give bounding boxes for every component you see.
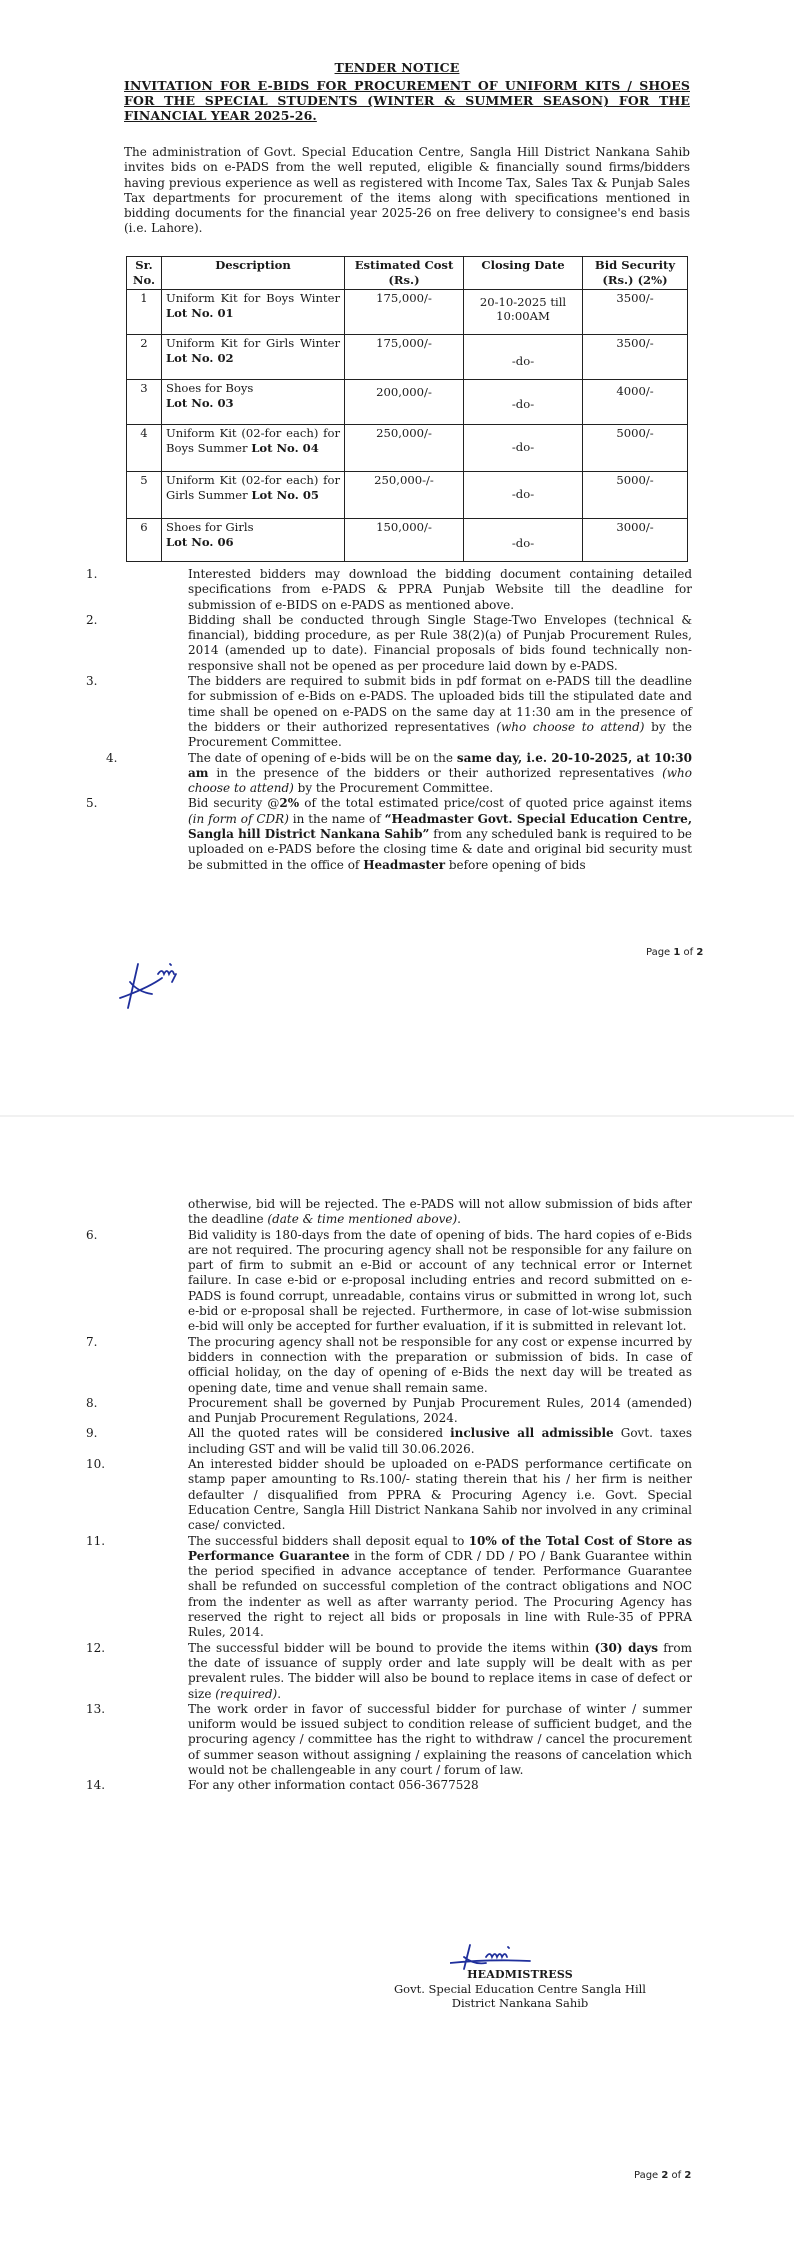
table-row <box>127 290 688 335</box>
notice-heading: TENDER NOTICE <box>334 60 460 75</box>
closing-date: -do- <box>511 440 535 454</box>
clause-number: 12. <box>86 1640 106 1655</box>
page-of: of <box>680 947 697 958</box>
page-total: 2 <box>684 2170 692 2181</box>
cell-description <box>162 519 345 562</box>
notice-subject: INVITATION FOR E-BIDS FOR PROCUREMENT OF UNIFORM KITS / SHOES FOR THE SPECIAL STUDENTS (WINTER & SUMMER SEASON) FOR THE FINANCIAL YEAR 2025-26. <box>124 78 690 123</box>
clause-text: otherwise, bid will be rejected. The e-PADS will not allow submission of bids after the deadline <box>188 1197 692 1227</box>
clause-text: The work order in favor of successful bidder for purchase of winter / summer uniform would be issued subject to condition release of sufficient budget, and the procuring agency / committee has the right to withdraw / cancel the procurement of summer season without assigning / explaining the reasons of cancelation which would not be challengeable in any court / forum of law. <box>188 1701 692 1777</box>
lot-number: Lot No. 05 <box>251 488 319 502</box>
page-current: 1 <box>673 947 681 958</box>
clause-7 <box>86 1334 692 1396</box>
item-desc: Uniform Kit (02-for each) for Boys Summer <box>166 426 340 455</box>
cell-closing <box>464 519 583 562</box>
clause-text: The bidders are required to submit bids in pdf format on e-PADS till the deadline for submission of e-Bids on e-PADS. The uploaded bids till the stipulated date and time shall be opened on e-PADS on the same day at 11:30 am in the presence of the bidders or their authorized representatives <box>188 674 692 734</box>
clause-text: Bid security @ <box>188 796 280 811</box>
clause-text: Bid validity is 180-days from the date of opening of bids. The hard copies of e-Bids are not required. The procuring agency shall not be responsible for any failure on part of firm to submit an e-Bid or account of any technical error or Internet failure. In case e-bid or e-proposal including entries and record submitted on e-PADS is found corrupt, unreadable, contains virus or submitted in wrong lot, such e-bid or e-proposal shall be rejected. Furthermore, in case of lot-wise submission e-bid will only be accepted for further evaluation, if it is submitted in relevant lot. <box>188 1227 692 1334</box>
clause-text-bold: (30) days <box>594 1640 658 1655</box>
clause-2 <box>86 612 692 674</box>
clause-text-bold: same day, i.e. 20-10-2025, at 10:30 am <box>188 750 692 780</box>
clause-text: in the form of CDR / DD / PO / Bank Guarantee within the period specified in advance acceptance of tender. Performance Guarantee shall be refunded on successful completion of the contract obligations and NOC from the indenter as well as after warranty period. The Procuring Agency has reserved the right to reject all bids or proposals in line with Rule-35 of PPRA Rules, 2014. <box>188 1548 692 1640</box>
cell-closing <box>464 335 583 380</box>
table-row <box>127 519 688 562</box>
cell-description <box>162 472 345 519</box>
table-row <box>127 335 688 380</box>
page-separator <box>0 1115 794 1117</box>
clause-text: from any scheduled bank is required to be uploaded on e-PADS before the closing time & date and original bid security must be submitted in the office of <box>188 827 692 872</box>
page-label: Page <box>634 2170 662 2181</box>
clause-text: . <box>277 1686 282 1701</box>
clause-1 <box>86 567 692 613</box>
signature-icon <box>118 958 208 1014</box>
table-header-row <box>127 257 688 290</box>
clause-text: in the presence of the bidders or their authorized representatives <box>208 765 663 780</box>
clause-10 <box>86 1457 692 1533</box>
clause-text-italic: (who choose to attend) <box>496 719 645 734</box>
header-description: Description <box>162 257 345 290</box>
clause-text: Govt. taxes including GST and will be valid till 30.06.2026. <box>188 1426 693 1456</box>
clause-text: from the date of issuance of supply order and late supply will be dealt with as per prevalent rules. The bidder will also be bound to replace items in case of defect or size <box>188 1640 692 1701</box>
cell-cost: 150,000/- <box>345 519 464 562</box>
clause-text: The procuring agency shall not be responsible for any cost or expense incurred by bidders in connection with the preparation or submission of bids. In case of official holiday, on the day of opening of e-Bids the next day will be treated as opening date, time and venue shall remain same. <box>188 1334 692 1395</box>
clause-number: 6. <box>86 1227 98 1242</box>
clause-text: Bidding shall be conducted through Single Stage-Two Envelopes (technical & financial), bidding procedure, as per Rule 38(2)(a) of Punjab Procurement Rules, 2014 (amended up to date). Financial proposals of bids found technically non-responsive shall not be opened as per procedure laid down by e-PADS. <box>188 612 692 673</box>
cell-security: 5000/- <box>583 472 688 519</box>
clause-text-italic: (required) <box>215 1686 278 1701</box>
cell-closing <box>464 290 583 335</box>
item-desc: Uniform Kit for Girls Winter <box>166 336 340 350</box>
item-desc: Uniform Kit (02-for each) for Girls Summer <box>166 473 340 502</box>
cell-description <box>162 290 345 335</box>
clauses-list-page-2 <box>86 1197 693 1794</box>
item-desc: Uniform Kit for Boys Winter <box>166 291 340 305</box>
cell-sr: 2 <box>127 335 162 380</box>
clause-number: 1. <box>86 567 98 581</box>
clause-number: 5. <box>86 796 98 811</box>
clause-text-bold: “Headmaster Govt. Special Education Centre, Sangla hill District Nankana Sahib” <box>188 811 692 842</box>
clause-text: Procurement shall be governed by Punjab Procurement Rules, 2014 (amended) and Punjab Procurement Regulations, 2024. <box>188 1395 692 1426</box>
lot-number: Lot No. 04 <box>251 441 319 455</box>
page-of: of <box>668 2170 685 2181</box>
clause-number: 13. <box>86 1701 106 1716</box>
lot-number: Lot No. 01 <box>166 306 234 320</box>
clause-text-italic: (in form of CDR) <box>188 811 289 826</box>
clause-text-bold: 2% <box>279 796 300 811</box>
clause-text: Interested bidders may download the bidding document containing detailed specifications from e-PADS & PPRA Punjab Website till the deadline for submission of e-BIDS on e-PADS as mentioned above. <box>188 567 692 612</box>
cell-closing <box>464 425 583 472</box>
cell-closing <box>464 472 583 519</box>
clause-text: For any other information contact 056-3677528 <box>188 1778 479 1793</box>
clause-number: 11. <box>86 1533 106 1548</box>
cell-sr: 6 <box>127 519 162 562</box>
clause-text: The date of opening of e-bids will be on the <box>188 750 457 765</box>
item-desc: Shoes for Boys <box>166 381 254 395</box>
clause-number: 7. <box>86 1334 98 1349</box>
clause-8 <box>86 1395 692 1427</box>
clause-text-bold: Headmaster <box>363 857 446 872</box>
clause-text: by the Procurement Committee. <box>293 781 494 796</box>
clause-5-continued <box>126 1197 692 1228</box>
cell-description <box>162 380 345 425</box>
cell-security <box>583 380 688 425</box>
table-row <box>127 380 688 425</box>
lot-number: Lot No. 02 <box>166 351 234 365</box>
cell-cost: 250,000-/- <box>345 472 464 519</box>
page-current: 2 <box>661 2170 669 2181</box>
cell-security: 3500/- <box>583 335 688 380</box>
clause-text: An interested bidder should be uploaded on e-PADS performance certificate on stamp paper amounting to Rs.100/- stating therein that his / her firm is neither defaulter / disqualified from PPRA & Procuring Agency i.e. Govt. Special Education Centre, Sangla Hill District Nankana Sahib nor involved in any criminal case/ convicted. <box>188 1457 692 1533</box>
cell-sr: 5 <box>127 472 162 519</box>
clause-14 <box>86 1778 692 1793</box>
clause-text-italic: (date & time mentioned above) <box>267 1212 458 1227</box>
clause-text-italic: (who choose to attend) <box>188 765 692 796</box>
clause-text-bold: inclusive all admissible <box>450 1426 614 1441</box>
clause-text: by the Procurement Committee. <box>188 719 692 750</box>
clause-number: 8. <box>86 1395 98 1410</box>
signatory-title: HEADMISTRESS <box>467 1968 573 1981</box>
closing-date: -do- <box>511 354 535 368</box>
header-closing-date: Closing Date <box>464 257 583 290</box>
cell-sr: 1 <box>127 290 162 335</box>
clause-6 <box>86 1227 692 1335</box>
cell-security: 5000/- <box>583 425 688 472</box>
clause-3 <box>86 674 692 750</box>
clause-number: 4. <box>106 750 118 765</box>
header-bid-security: Bid Security (Rs.) (2%) <box>583 257 688 290</box>
cell-description <box>162 335 345 380</box>
signatory-office: Govt. Special Education Centre Sangla Hill <box>394 1982 646 1996</box>
document-page-1 <box>0 0 794 1100</box>
table-row <box>127 425 688 472</box>
cell-closing <box>464 380 583 425</box>
page-label: Page <box>646 947 674 958</box>
cell-cost <box>345 380 464 425</box>
clause-text: The successful bidders shall deposit equal to <box>188 1533 469 1548</box>
signatory-district: District Nankana Sahib <box>451 1996 589 2010</box>
lot-number: Lot No. 06 <box>166 535 234 549</box>
clause-11 <box>86 1533 692 1641</box>
clause-text: in the name of <box>288 811 385 826</box>
intro-paragraph: The administration of Govt. Special Education Centre, Sangla Hill District Nankana Sahib invites bids on e-PADS from the well reputed, eligible & financially sound firms/bidders having previous experience as well as registered with Income Tax, Sales Tax & Punjab Sales Tax departments for procurement of the items along with specifications mentioned in bidding documents for the financial year 2025-26 on free delivery to consignee's end basis (i.e. Lahore). <box>124 145 690 236</box>
closing-date: -do- <box>511 487 535 501</box>
signatory-block <box>380 1968 660 2010</box>
table-row <box>127 472 688 519</box>
header-sr-no: Sr. No. <box>127 257 162 290</box>
lot-number: Lot No. 03 <box>166 396 234 410</box>
items-table <box>126 256 688 562</box>
clause-text: . <box>457 1212 461 1227</box>
cell-security: 3000/- <box>583 519 688 562</box>
clause-4 <box>106 750 692 797</box>
clause-text: of the total estimated price/cost of quoted price against items <box>299 796 692 811</box>
clause-text: The successful bidder will be bound to provide the items within <box>188 1640 595 1655</box>
clause-number: 2. <box>86 612 98 627</box>
cell-security: 3500/- <box>583 290 688 335</box>
cell-sr: 3 <box>127 380 162 425</box>
clause-text: All the quoted rates will be considered <box>188 1426 451 1441</box>
page-number-1 <box>646 947 703 958</box>
cell-cost: 250,000/- <box>345 425 464 472</box>
clause-9 <box>86 1426 693 1457</box>
clause-5 <box>86 796 692 872</box>
closing-date: -do- <box>511 397 535 411</box>
cell-cost: 175,000/- <box>345 335 464 380</box>
item-desc: Shoes for Girls <box>166 520 254 534</box>
cell-description <box>162 425 345 472</box>
closing-date: -do- <box>511 536 535 550</box>
clause-text: before opening of bids <box>445 857 586 872</box>
clauses-list-page-1 <box>86 567 692 873</box>
clause-number: 10. <box>86 1457 106 1472</box>
clause-number: 14. <box>86 1778 106 1793</box>
closing-date: 20-10-2025 till 10:00AM <box>479 295 567 323</box>
header-estimated-cost: Estimated Cost (Rs.) <box>345 257 464 290</box>
cell-sr: 4 <box>127 425 162 472</box>
page-total: 2 <box>696 947 704 958</box>
cost-value: 200,000/- <box>376 385 432 399</box>
page-number-2 <box>634 2170 691 2181</box>
clause-12 <box>86 1640 692 1702</box>
cell-cost: 175,000/- <box>345 290 464 335</box>
clause-number: 9. <box>86 1426 98 1441</box>
clause-text-bold: 10% of the Total Cost of Store as Performance Guarantee <box>188 1533 692 1563</box>
clause-number: 3. <box>86 674 98 689</box>
clause-13 <box>86 1701 692 1778</box>
security-value: 4000/- <box>616 384 654 398</box>
